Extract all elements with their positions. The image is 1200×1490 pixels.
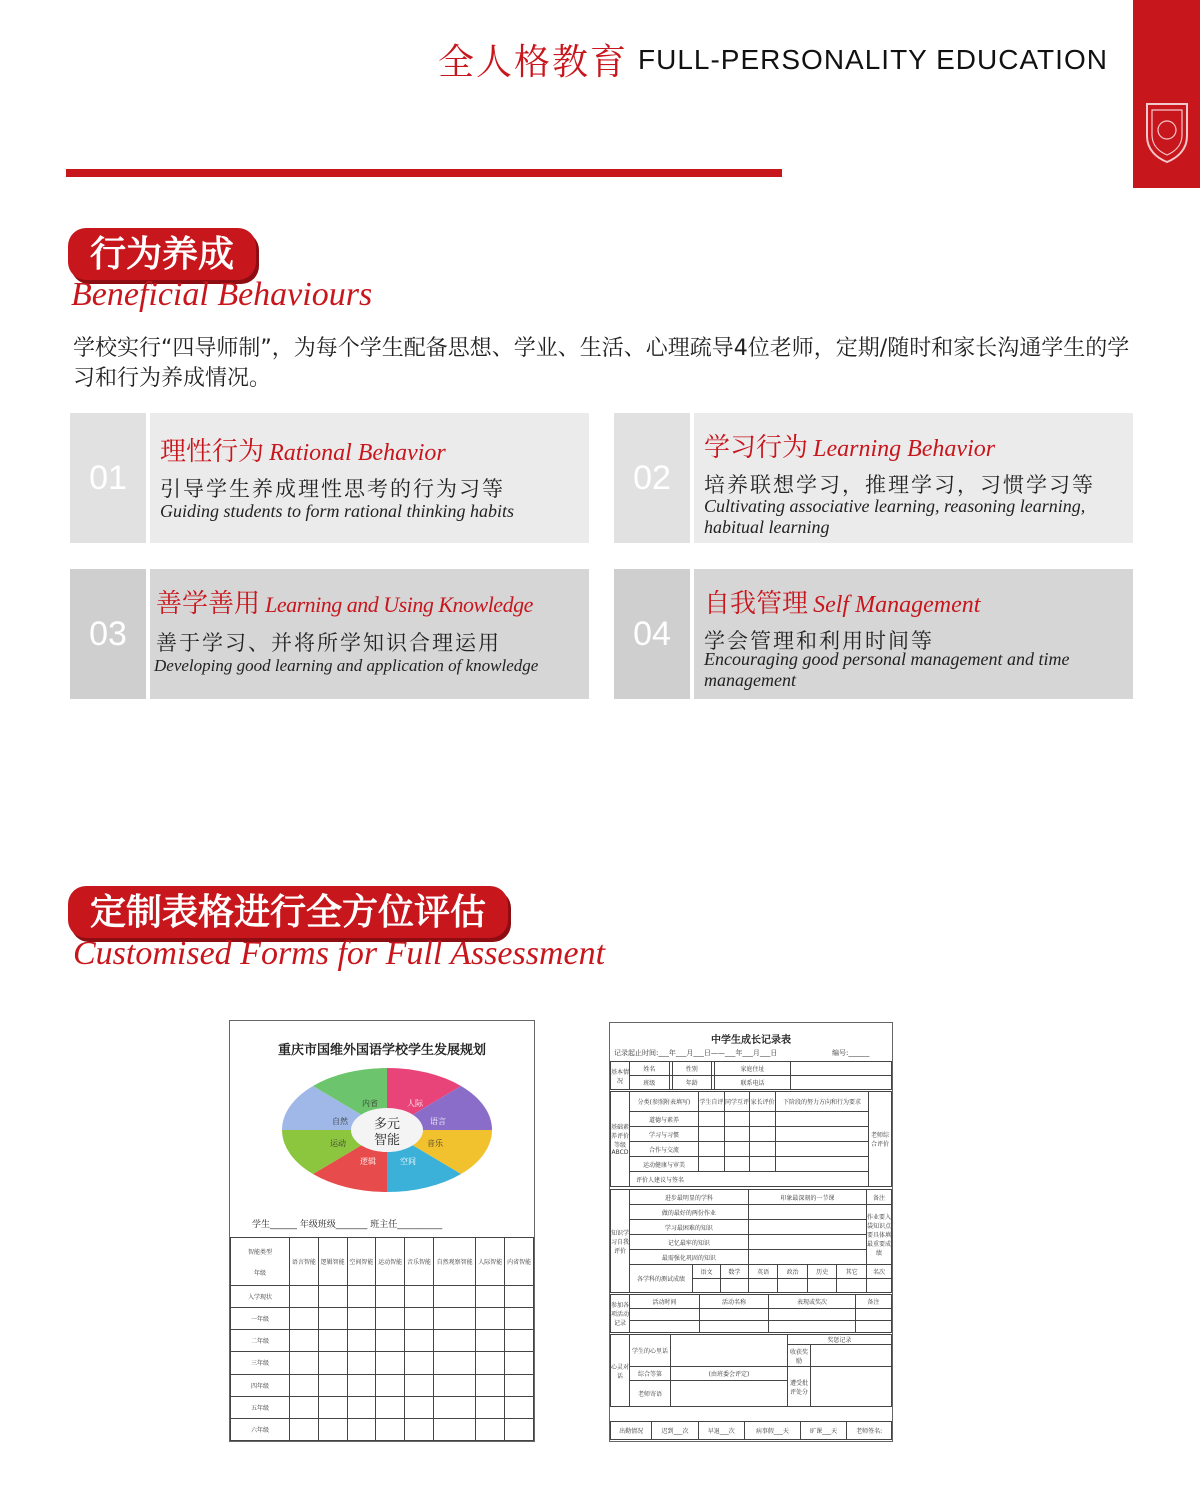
card-title — [704, 583, 980, 620]
card-number: 04 — [633, 615, 671, 653]
wheel-label: 人际 — [407, 1099, 423, 1108]
header-title-cn: 全人格教育 — [438, 42, 629, 83]
grid-row-label: 三年级 — [231, 1352, 290, 1374]
grid-row-label: 入学现状 — [231, 1286, 290, 1308]
card-title-cn: 善学善用 — [156, 589, 261, 619]
wheel-center-2: 智能 — [373, 1133, 401, 1148]
forms-title-en: Customised Forms for Full Assessment — [73, 935, 606, 972]
form2-title: 中学生成长记录表 — [711, 1035, 791, 1046]
header-title-en: FULL-PERSONALITY EDUCATION — [638, 44, 1108, 75]
card-desc-en: Encouraging good personal management and time management — [704, 649, 1070, 690]
form1-student-line: 学生______ 年级班级_______ 班主任__________ — [252, 1220, 443, 1230]
behaviour-card-01 — [70, 413, 589, 543]
form2-mind: 心灵对话 学生的心里话 奖惩记录 收获奖励 综合等第 (由班委会评定) 遭受批评处分 老师寄语 — [610, 1334, 892, 1407]
form1-grid: 智能类型 年级 语言智能 逻辑智能 空间智能 运动智能 音乐智能 自然观察智能 人际智能 内省智能 入学现状 一年级 二年级 三年级 四年级 五年级 六年级 — [230, 1237, 534, 1441]
card-title-cn: 理性行为 — [160, 437, 265, 467]
grid-col-header: 内省智能 — [505, 1238, 534, 1286]
grid-col-header: 人际智能 — [476, 1238, 505, 1286]
multiple-intelligence-wheel — [282, 1066, 492, 1194]
wheel-center-1: 多元 — [373, 1117, 401, 1132]
wheel-label: 语言 — [430, 1117, 446, 1126]
card-title-en: Learning Behavior — [813, 436, 996, 462]
grid-row-label: 一年级 — [231, 1308, 290, 1330]
wheel-label: 运动 — [330, 1139, 346, 1148]
wheel-label: 逻辑 — [360, 1157, 376, 1166]
form2-number: 编号:______ — [832, 1049, 870, 1057]
card-desc-en: Developing good learning and application of knowledge — [154, 656, 539, 675]
form2-quality: 基础素养评价等级ABCD 分类(参照附表填写) 学生自评 同学互评 家长评价 下阶段的努力方向和行为要求 老师综合评价 道德与素养 学习与习惯 合作与交流 运动健康与审美 评价人建议与签名 — [610, 1091, 892, 1187]
card-title-cn: 自我管理 — [704, 589, 809, 619]
form2-knowledge: 知识学习自我评价 进步最明显的学科 印象最深刻的一节课 备注 做的最好的两份作业 作业要入袋知识点要具体填最重要成绩 学习最困难的知识 记忆最牢的知识 最需强化巩固的知识 各学科的测试成绩 语文 数学 英语 政治 历史 其它 名次 — [610, 1189, 892, 1293]
card-desc-cn: 培养联想学习，推理学习，习惯学习等 — [704, 473, 1095, 497]
card-number: 02 — [633, 459, 671, 497]
card-desc-cn: 善于学习、并将所学知识合理运用 — [156, 631, 501, 655]
grid-col-header: 音乐智能 — [405, 1238, 434, 1286]
card-desc-cn: 学会管理和利用时间等 — [704, 629, 934, 653]
wheel-label: 空间 — [400, 1157, 416, 1166]
behaviours-intro: 学校实行“四导师制”，为每个学生配备思想、学业、生活、心理疏导4位老师，定期/随时和家长沟通学生的学习和行为养成情况。 — [73, 336, 1130, 391]
form2-period: 记录起止时间:___年___月___日——___年___月___日 — [614, 1049, 778, 1057]
card-desc-cn: 引导学生养成理性思考的行为习等 — [160, 477, 505, 501]
behaviour-card-03 — [70, 569, 589, 699]
form1-title: 重庆市国维外国语学校学生发展规划 — [277, 1043, 486, 1058]
card-number: 01 — [89, 459, 127, 497]
wheel-label: 内省 — [362, 1099, 378, 1108]
card-desc-en: Guiding students to form rational thinking habits — [160, 501, 515, 521]
card-title-en: Learning and Using Knowledge — [265, 592, 533, 617]
card-number: 03 — [89, 615, 127, 653]
grid-row-label: 二年级 — [231, 1330, 290, 1352]
grid-col-header: 语言智能 — [290, 1238, 319, 1286]
card-title-en: Self Management — [813, 592, 981, 618]
card-title-en: Rational Behavior — [269, 440, 446, 466]
grid-row-label: 六年级 — [231, 1418, 290, 1440]
card-title — [160, 431, 446, 468]
card-title — [704, 427, 995, 464]
card-title — [156, 583, 533, 620]
grid-row-label: 四年级 — [231, 1374, 290, 1396]
grid-col-header: 空间智能 — [347, 1238, 376, 1286]
growth-record-form — [609, 1022, 893, 1442]
behaviours-title-en: Beneficial Behaviours — [71, 276, 373, 313]
form2-basic: 基本情况 姓名 性别 家庭住址 班级 年龄 联系电话 — [610, 1061, 892, 1090]
grid-col-header: 自然观察智能 — [433, 1238, 476, 1286]
behaviour-card-04 — [614, 569, 1133, 699]
form2-attendance: 出勤情况 迟到___次 早退___次 病事假___天 旷课___天 老师签名: — [610, 1421, 892, 1440]
behaviours-title-cn: 行为养成 — [68, 228, 256, 280]
card-desc-en: Cultivating associative learning, reasoning learning, habitual learning — [704, 496, 1086, 537]
grid-col-header: 运动智能 — [376, 1238, 405, 1286]
card-title-cn: 学习行为 — [704, 433, 809, 463]
wheel-label: 自然 — [332, 1117, 348, 1126]
form2-activity: 参加各项活动记录 活动时间 活动名称 表现或奖次 备注 — [610, 1294, 892, 1333]
forms-title-cn: 定制表格进行全方位评估 — [68, 886, 508, 938]
grid-row-label: 五年级 — [231, 1396, 290, 1418]
development-plan-form — [229, 1020, 535, 1442]
school-shield-icon — [1144, 100, 1190, 164]
grid-col-header: 逻辑智能 — [318, 1238, 347, 1286]
wheel-label: 音乐 — [427, 1139, 443, 1148]
behaviour-card-02 — [614, 413, 1133, 543]
header-divider — [66, 169, 782, 177]
